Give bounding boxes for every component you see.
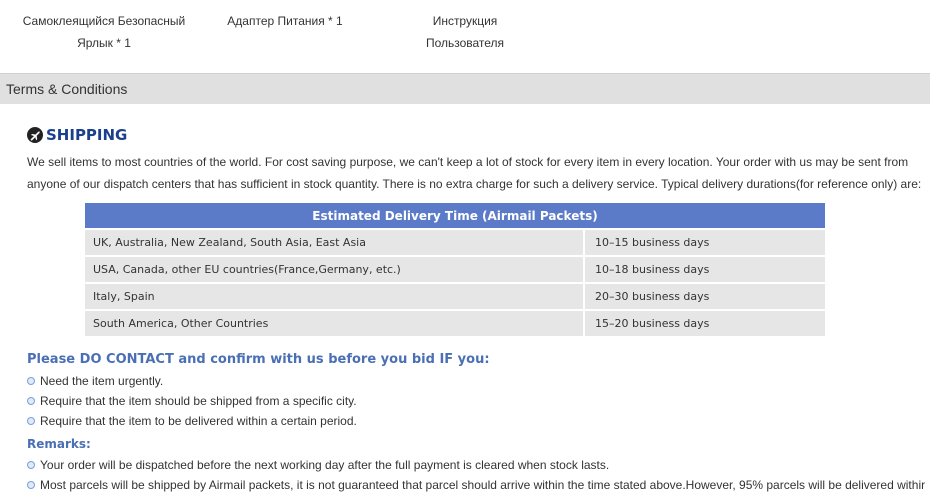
remarks-heading: Remarks: bbox=[27, 437, 91, 451]
delivery-time-table bbox=[85, 203, 825, 338]
bullet-icon bbox=[27, 397, 35, 405]
table-row bbox=[85, 257, 825, 284]
time-cell: 10–18 business days bbox=[585, 257, 825, 284]
delivery-table-header: Estimated Delivery Time (Airmail Packets) bbox=[85, 203, 825, 230]
list-item: Need the item urgently. bbox=[27, 371, 357, 391]
table-row bbox=[85, 230, 825, 257]
list-item: Your order will be dispatched before the next working day after the full payment is cleared when stock lasts. bbox=[27, 455, 925, 475]
package-item-user-manual: Инструкция Пользователя bbox=[425, 14, 505, 50]
contact-heading: Please DO CONTACT and confirm with us before you bid IF you: bbox=[27, 352, 490, 367]
list-item: Require that the item should be shipped from a specific city. bbox=[27, 391, 357, 411]
list-item: Require that the item to be delivered within a certain period. bbox=[27, 411, 357, 431]
bullet-icon bbox=[27, 377, 35, 385]
time-cell: 15–20 business days bbox=[585, 311, 825, 338]
bullet-icon bbox=[27, 461, 35, 469]
region-cell: South America, Other Countries bbox=[85, 311, 585, 338]
time-cell: 20–30 business days bbox=[585, 284, 825, 311]
bullet-icon bbox=[27, 417, 35, 425]
table-row bbox=[85, 311, 825, 338]
table-row bbox=[85, 284, 825, 311]
shipping-intro: We sell items to most countries of the world. For cost saving purpose, we can't keep a lot of stock for every item in every location. Your order with us may be sent from anyone of our dispatch centers that has sufficient in stock quantity. There is no extra charge for such a delivery service. Typical delivery durations(for reference only) are: bbox=[27, 155, 922, 191]
region-cell: Italy, Spain bbox=[85, 284, 585, 311]
airplane-icon bbox=[27, 127, 43, 143]
bullet-icon bbox=[27, 481, 35, 489]
time-cell: 10–15 business days bbox=[585, 230, 825, 257]
terms-conditions-bar bbox=[0, 73, 930, 104]
package-item-safety-label: Самоклеящийся Безопасный Ярлык * 1 bbox=[22, 14, 186, 50]
package-item-power-adapter: Адаптер Питания * 1 bbox=[227, 14, 343, 28]
region-cell: USA, Canada, other EU countries(France,Germany, etc.) bbox=[85, 257, 585, 284]
list-item: Most parcels will be shipped by Airmail packets, it is not guaranteed that parcel should arrive within the time stated above.However, 95% parcels will be delivered withir bbox=[27, 475, 925, 495]
remarks-list bbox=[27, 455, 925, 495]
contact-list bbox=[27, 371, 357, 431]
terms-title: Terms & Conditions bbox=[6, 81, 128, 97]
region-cell: UK, Australia, New Zealand, South Asia, East Asia bbox=[85, 230, 585, 257]
shipping-title: SHIPPING bbox=[46, 126, 128, 144]
